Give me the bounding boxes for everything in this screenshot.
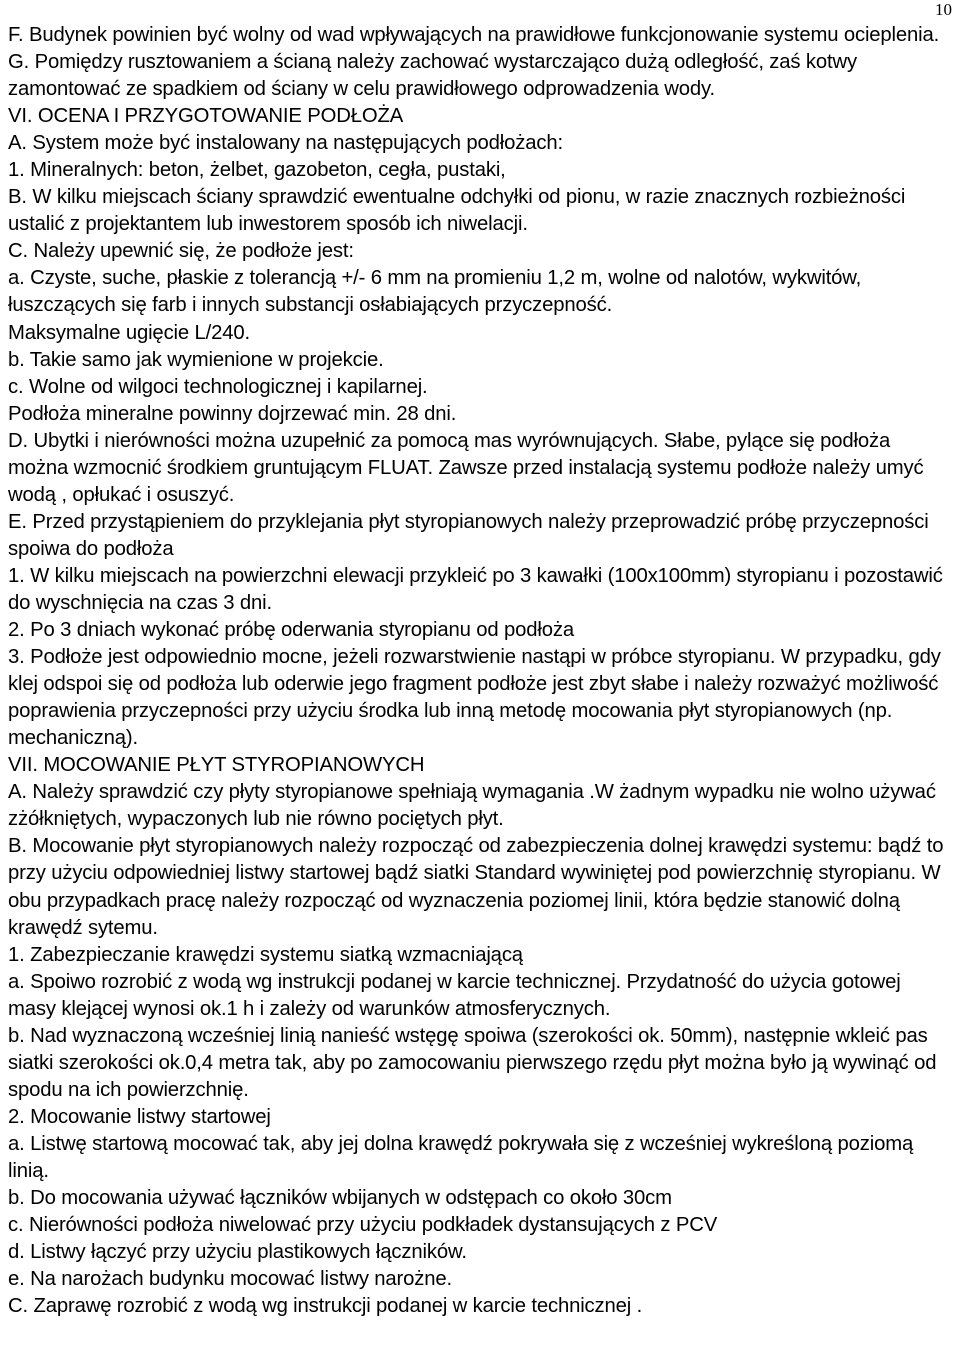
list-item: c. Nierówności podłoża niwelować przy użyciu podkładek dystansujących z PCV [8,1214,718,1237]
paragraph-c-final: C. Zaprawę rozrobić z wodą wg instrukcji podanej w karcie technicznej . [8,1295,643,1318]
paragraph-d: D. Ubytki i nierówności można uzupełnić za pomocą mas wyrównujących. Słabe, pylące się podłoża można wzmocnić środkiem gruntującym FLUAT. Zawsze przed instalacją systemu podłoże należy umyć wodą , opłukać i osuszyć. [8,429,924,506]
document-body [8,22,952,1320]
list-item: a. Czyste, suche, płaskie z tolerancją +/- 6 mm na promieniu 1,2 m, wolne od nalotów, wykwitów, łuszczących się farb i innych substancji osłabiających przyczepność. [8,267,862,317]
list-item: d. Listwy łączyć przy użyciu plastikowych łączników. [8,1241,467,1264]
section-heading-vi: VI. OCENA I PRZYGOTOWANIE PODŁOŻA [8,105,404,128]
paragraph-g: G. Pomiędzy rusztowaniem a ścianą należy zachować wystarczająco dużą odległość, zaś kotwy zamontować ze spadkiem od ściany w celu prawidłowego odprowadzenia wody. [8,51,857,101]
paragraph-f: F. Budynek powinien być wolny od wad wpływających na prawidłowe funkcjonowanie systemu ocieplenia. [8,24,940,46]
list-item: 2. Mocowanie listwy startowej [8,1105,271,1128]
list-item: c. Wolne od wilgoci technologicznej i kapilarnej. [8,375,428,398]
page-number: 10 [935,0,952,19]
list-item: e. Na narożach budynku mocować listwy narożne. [8,1268,453,1291]
paragraph-a: A. Należy sprawdzić czy płyty styropianowe spełniają wymagania .W żadnym wypadku nie wolno używać zżółkniętych, wypaczonych lub nie równo pociętych płyt. [8,781,936,831]
paragraph-c: C. Należy upewnić się, że podłoże jest: [8,240,354,263]
list-item: b. Do mocowania używać łączników wbijanych w odstępach co około 30cm [8,1187,672,1210]
list-item: 1. W kilku miejscach na powierzchni elewacji przykleić po 3 kawałki (100x100mm) styropianu i pozostawić do wyschnięcia na czas 3 dni. [8,564,943,614]
list-item: 2. Po 3 dniach wykonać próbę oderwania styropianu od podłoża [8,619,575,642]
list-item: 3. Podłoże jest odpowiednio mocne, jeżeli rozwarstwienie nastąpi w próbce styropianu. W przypadku, gdy klej odspoi się od podłoża lub oderwie jego fragment podłoże jest zbyt słabe i należy rozważyć możliwość poprawienia przyczepności przy użyciu środka lub inną metodę mocowania płyt styropianowych (np. mechaniczną). [8,646,941,750]
list-item: Maksymalne ugięcie L/240. [8,321,251,344]
list-item: Podłoża mineralne powinny dojrzewać min. 28 dni. [8,402,457,425]
list-item: 1. Mineralnych: beton, żelbet, gazobeton, cegła, pustaki, [8,159,506,182]
list-item: a. Listwę startową mocować tak, aby jej dolna krawędź pokrywała się z wcześniej wykreśloną poziomą linią. [8,1132,914,1182]
list-item: b. Takie samo jak wymienione w projekcie. [8,348,384,371]
list-item: b. Nad wyznaczoną wcześniej linią nanieść wstęgę spoiwa (szerokości ok. 50mm), następnie wkleić pas siatki szerokości ok.0,4 metra tak, aby po zamocowaniu pierwszego rzędu płyt można było ją wywinąć od spodu na ich powierzchnię. [8,1024,937,1101]
section-heading-vii: VII. MOCOWANIE PŁYT STYROPIANOWYCH [8,754,425,777]
paragraph-e: E. Przed przystąpieniem do przyklejania płyt styropianowych należy przeprowadzić próbę przyczepności spoiwa do podłoża [8,510,929,560]
paragraph-b: B. W kilku miejscach ściany sprawdzić ewentualne odchyłki od pionu, w razie znacznych rozbieżności ustalić z projektantem lub inwestorem sposób ich niwelacji. [8,186,906,236]
paragraph-b: B. Mocowanie płyt styropianowych należy rozpocząć od zabezpieczenia dolnej krawędzi systemu: bądź to przy użyciu odpowiedniej listwy startowej bądź siatki Standard wywiniętej pod powierzchnię styropianu. W obu przypadkach pracę należy rozpocząć od wyznaczenia poziomej linii, która będzie stanowić dolną krawędź sytemu. [8,835,944,939]
paragraph-a: A. System może być instalowany na następujących podłożach: [8,132,563,155]
list-item: a. Spoiwo rozrobić z wodą wg instrukcji podanej w karcie technicznej. Przydatność do użycia gotowej masy klejącej wynosi ok.1 h i zależy od warunków atmosferycznych. [8,970,901,1020]
list-item: 1. Zabezpieczanie krawędzi systemu siatką wzmacniającą [8,943,523,966]
